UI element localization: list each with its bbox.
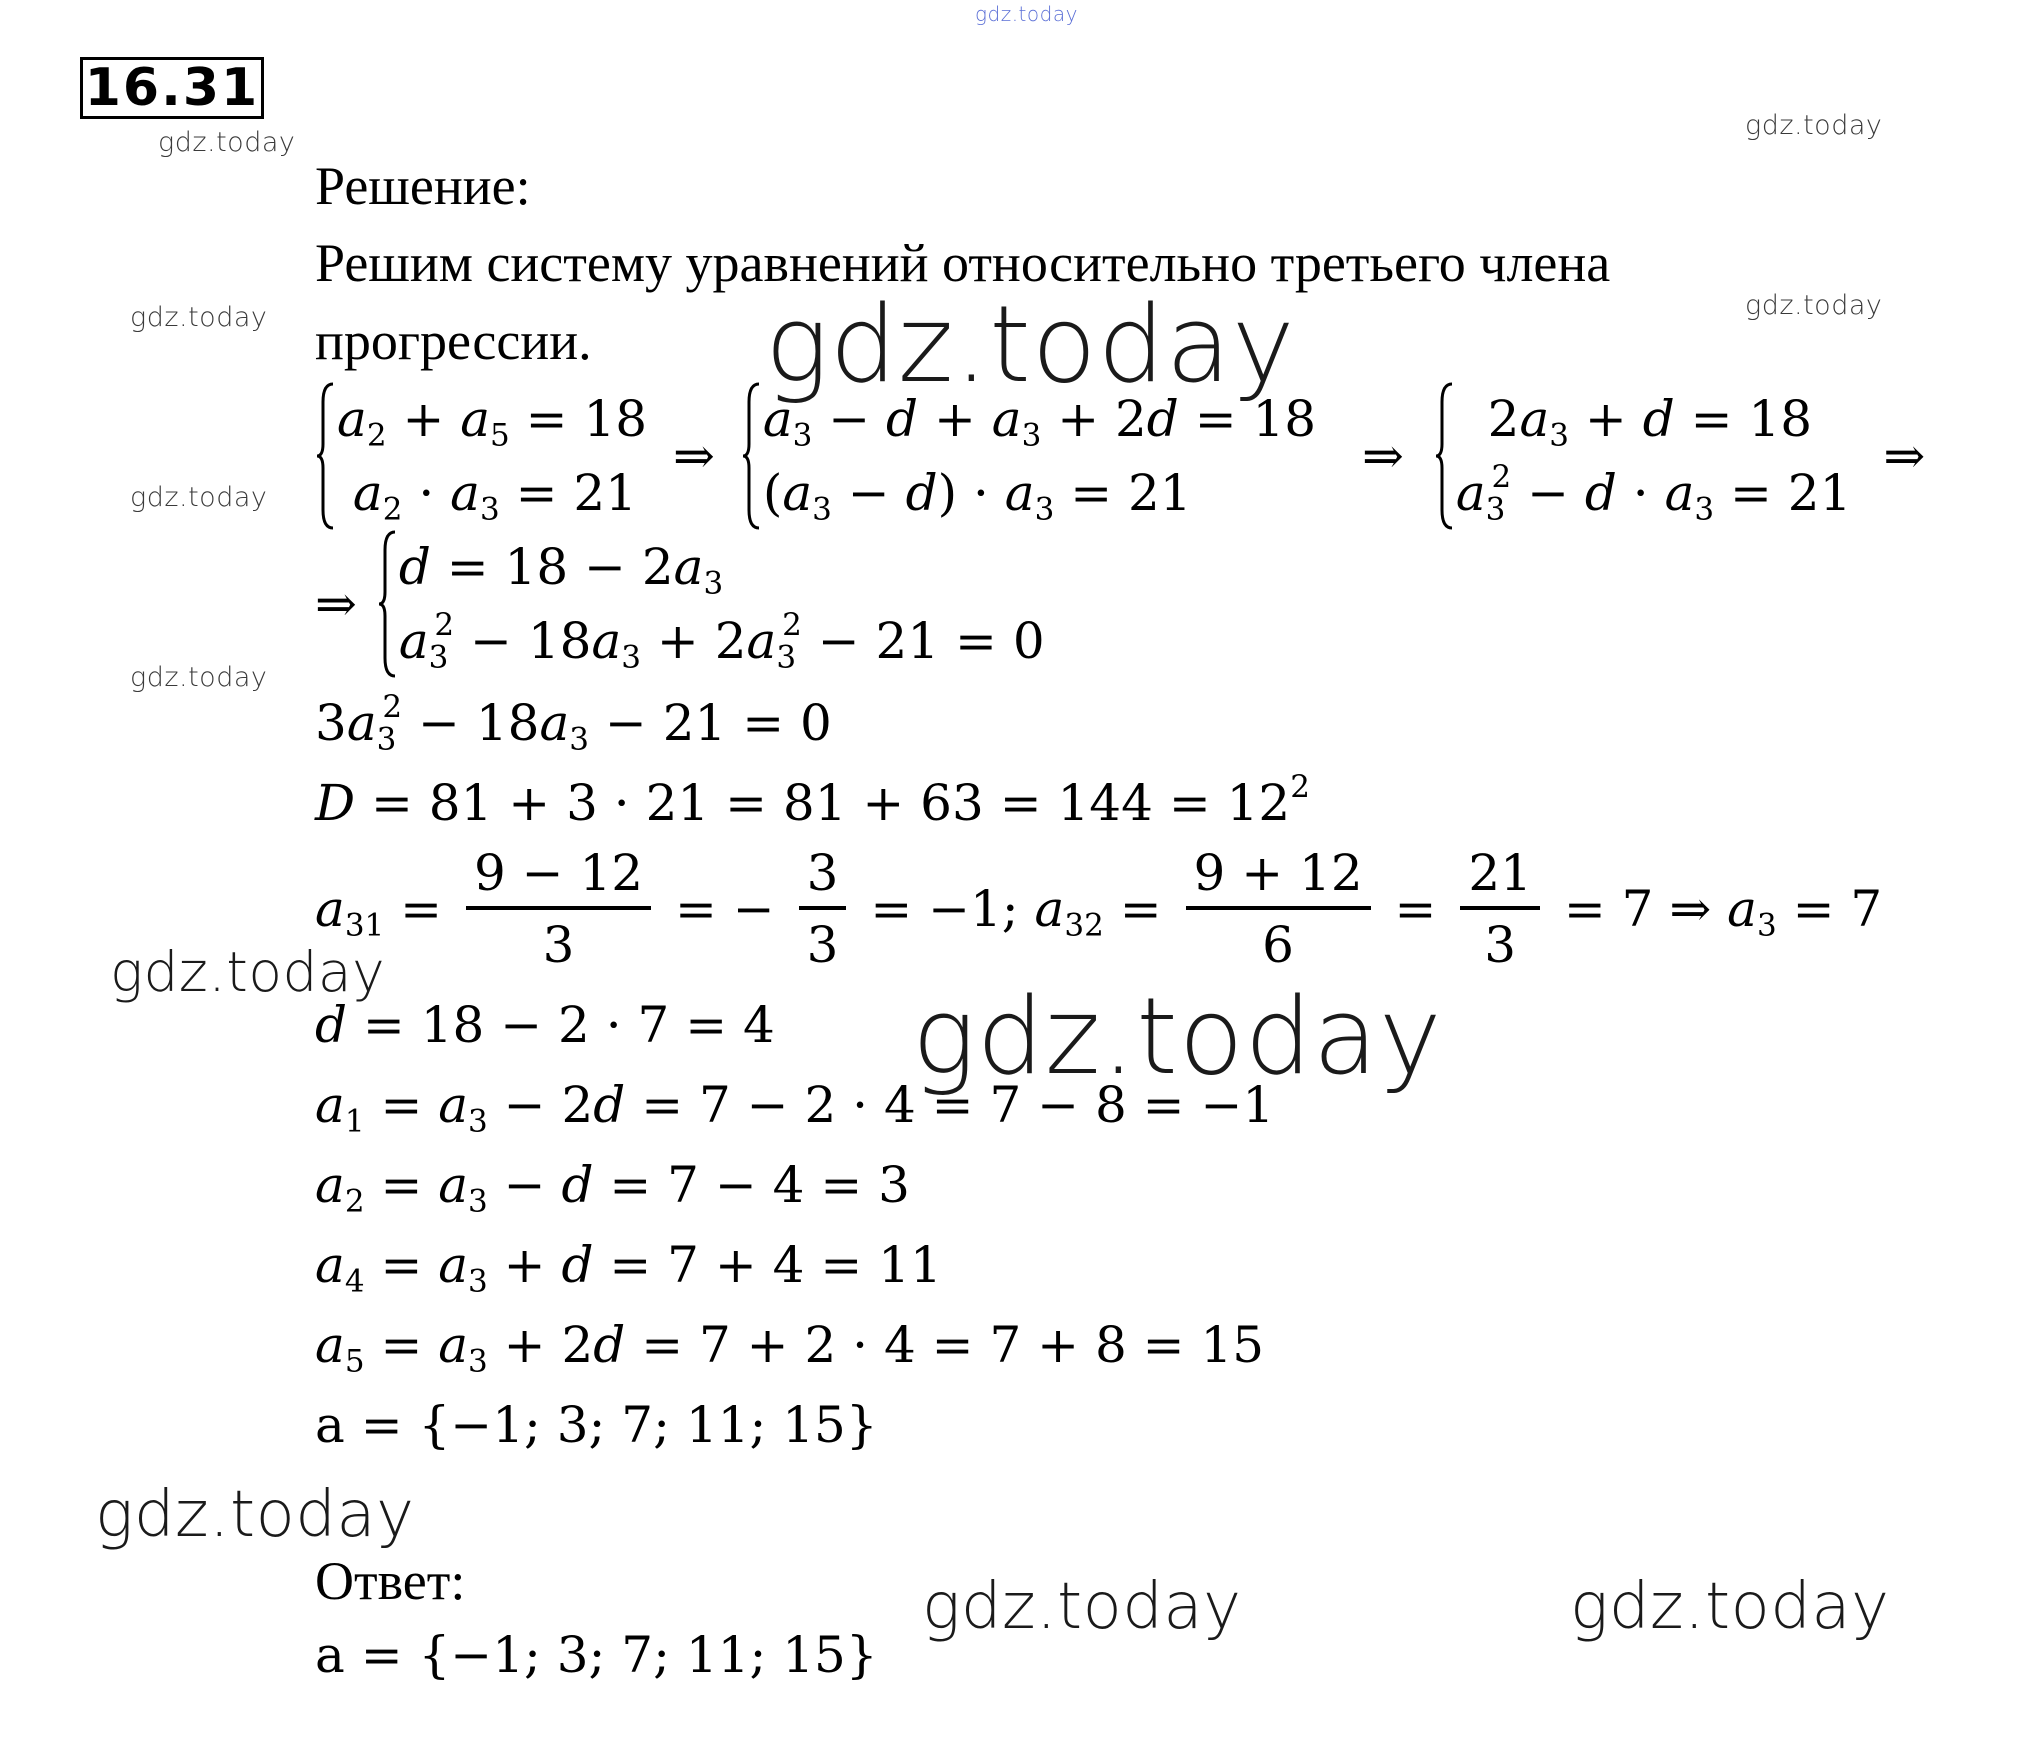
watermark: gdz.today bbox=[95, 1478, 415, 1552]
brace-icon bbox=[315, 382, 335, 530]
watermark: gdz.today bbox=[158, 127, 296, 158]
fraction: $\frac{9 + 12}{6}$ bbox=[1186, 848, 1371, 970]
sequence-result: a = {−1; 3; 7; 11; 15} bbox=[315, 1396, 878, 1454]
intro-line-2: прогрессии. bbox=[315, 311, 592, 371]
answer-heading: Ответ: bbox=[315, 1551, 466, 1611]
system-substituted: $a_3 - d + a_3 + 2d = 18$ $(a_3 - d) \cdot a_3 = 21$ bbox=[741, 382, 1316, 530]
brace-icon bbox=[1434, 382, 1454, 530]
watermark: gdz.today bbox=[922, 1570, 1242, 1644]
brace-icon bbox=[741, 382, 761, 530]
difference-d: d = 18 − 2 · 7 = 4 bbox=[315, 996, 775, 1054]
intro-line-1: Решим систему уравнений относительно третьего члена bbox=[315, 233, 1611, 293]
watermark: gdz.today bbox=[110, 940, 386, 1004]
watermark: gdz.today bbox=[1570, 1570, 1890, 1644]
problem-number: 16.31 bbox=[80, 57, 264, 119]
watermark: gdz.today bbox=[130, 302, 268, 333]
watermark-large: gdz.today bbox=[912, 975, 1443, 1098]
fraction: $\frac{21}{3}$ bbox=[1460, 848, 1540, 970]
system-express-d: $d = 18 - 2a_3$ $a_3^2 - 18a_3 + 2a_3^2 - 21 = 0$ bbox=[377, 530, 1045, 678]
watermark: gdz.today bbox=[130, 662, 268, 693]
system-original: $a_2 + a_5 = 18$ $a_2 \cdot a_3 = 21$ bbox=[315, 382, 647, 530]
system-chain-1: $a_2 + a_5 = 18$ $a_2 \cdot a_3 = 21$ ⇒ $a_3 - d + a_3 + 2d = 18$ $(a_3 - d) \cdot a_3 = 21$ ⇒ $2a_3 + d = 18$ $a_3^2 - d \cdot a_3 = 21$ ⇒ bbox=[315, 382, 1925, 530]
watermark-large: gdz.today bbox=[765, 283, 1296, 406]
roots-line: $a_{31}$ = $\frac{9 - 12}{3}$ = − $\frac{3}{3}$ = −1; $a_{32}$ = $\frac{9 + 12}{6}$ = $\frac{21}{3}$ = 7 ⇒ $a_3 = 7$ bbox=[315, 844, 1883, 974]
watermark: gdz.today bbox=[1745, 110, 1883, 141]
term-a1: $a_1 = a_3 - 2d = 7 - 2 \cdot 4 = 7 - 8 = -1$ bbox=[315, 1076, 1275, 1140]
quadratic-equation: $3a_3^2 - 18a_3 - 21 = 0$ bbox=[315, 688, 832, 758]
answer-value: a = {−1; 3; 7; 11; 15} bbox=[315, 1626, 878, 1684]
watermark: gdz.today bbox=[130, 482, 268, 513]
term-a5: $a_5 = a_3 + 2d = 7 + 2 \cdot 4 = 7 + 8 = 15$ bbox=[315, 1316, 1265, 1380]
discriminant: $D = 81 + 3 \cdot 21 = 81 + 63 = 144 = 12^2$ bbox=[315, 768, 1310, 832]
watermark: gdz.today bbox=[1745, 290, 1883, 321]
term-a2: $a_2 = a_3 - d = 7 - 4 = 3$ bbox=[315, 1156, 910, 1220]
watermark-top: gdz.today bbox=[975, 2, 1078, 26]
system-simplified: $2a_3 + d = 18$ $a_3^2 - d \cdot a_3 = 21$ bbox=[1434, 382, 1852, 530]
fraction: $\frac{9 - 12}{3}$ bbox=[466, 848, 651, 970]
system-chain-2: ⇒ $d = 18 - 2a_3$ $a_3^2 - 18a_3 + 2a_3^2 - 21 = 0$ bbox=[315, 530, 1045, 678]
fraction: $\frac{3}{3}$ bbox=[799, 848, 847, 970]
term-a4: $a_4 = a_3 + d = 7 + 4 = 11$ bbox=[315, 1236, 942, 1300]
brace-icon bbox=[377, 530, 397, 678]
solution-heading: Решение: bbox=[315, 156, 531, 216]
